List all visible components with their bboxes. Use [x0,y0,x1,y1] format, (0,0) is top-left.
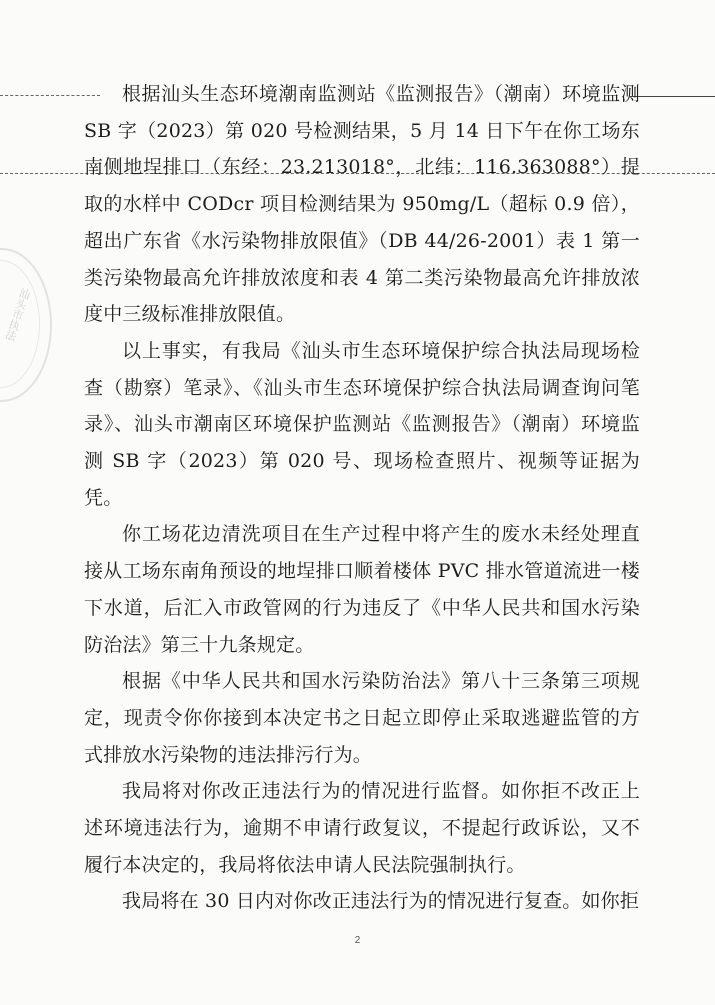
paragraph-supervision: 我局将对你改正违法行为的情况进行监督。如你拒不改正上述环境违法行为，逾期不申请行政复议，不提起行政诉讼，又不履行本决定的，我局将依法申请人民法院强制执行。 [84,780,640,876]
paragraph-violation: 你工场花边清洗项目在生产过程中将产生的废水未经处理直接从工场东南角预设的地埕排口顺着楼体 PVC 排水管道流进一楼下水道，后汇入市政管网的行为违反了《中华人民共和国水污染防治法》第三十九条规定。 [84,523,640,656]
paragraph-order: 根据《中华人民共和国水污染防治法》第八十三条第三项规定，现责令你你接到本决定书之日起立即停止采取逃避监管的方式排放水污染物的违法排污行为。 [84,670,640,766]
document-body [84,76,640,920]
paragraph-review: 我局将在 30 日内对你改正违法行为的情况进行复查。如你拒 [122,890,640,913]
seal-stamp [0,248,52,402]
seal-stamp-lettering: 汕头市执法 [2,286,33,343]
paragraph-evidence: 以上事实，有我局《汕头市生态环境保护综合执法局现场检查（勘察）笔录》、《汕头市生态环境保护综合执法局调查询问笔录》、汕头市潮南区环境保护监测站《监测报告》（潮南）环境监测 SB 字（2023）第 020 号、现场检查照片、视频等证据为凭。 [84,339,640,509]
paragraph-monitoring-result: 根据汕头生态环境潮南监测站《监测报告》（潮南）环境监测 SB 字（2023）第 020 号检测结果，5 月 14 日下午在你工场东南侧地埕排口（东经：23.213018°，北纬：116.363088°）提取的水样中 CODcr 项目检测结果为 950mg/L（超标 0.9 倍），超出广东省《水污染物排放限值》（DB 44/26-2001）表 1 第一类污染物最高允许排放浓度和表 4 第二类污染物最高允许排放浓度中三级标准排放限值。 [84,83,640,326]
page-number: 2 [354,935,361,946]
scan-line-top-right [630,96,715,97]
